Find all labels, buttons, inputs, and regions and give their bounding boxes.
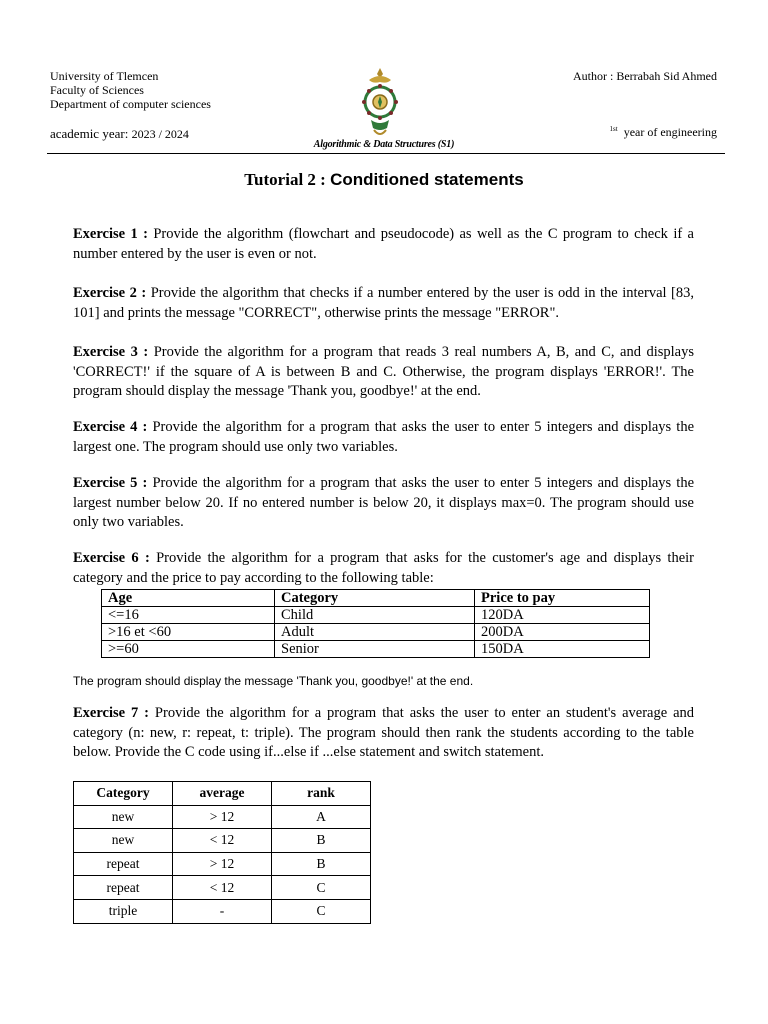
department-name: Department of computer sciences — [50, 97, 211, 111]
table-cell: A — [272, 805, 371, 829]
table-cell: B — [272, 852, 371, 876]
column-header: Price to pay — [475, 590, 650, 607]
column-header: rank — [272, 782, 371, 806]
table-cell: Senior — [275, 641, 475, 658]
title-main: Conditioned statements — [330, 170, 524, 189]
age-price-table — [101, 589, 650, 658]
exercise-label: Exercise 3 : — [73, 344, 149, 360]
exercise-2 — [73, 284, 694, 323]
exercise-text: Provide the algorithm that checks if a number entered by the user is odd in the interval [83, 101] and prints the message "CORRECT", otherwise prints the message "ERROR". — [73, 285, 695, 321]
table-cell: new — [74, 805, 173, 829]
exercise-4 — [73, 418, 694, 457]
table-cell: Child — [275, 607, 475, 624]
exercise-label: Exercise 6 : — [73, 550, 150, 566]
table-cell: C — [272, 899, 371, 923]
table-row — [74, 852, 371, 876]
column-header: Category — [74, 782, 173, 806]
course-name: Algorithmic & Data Structures (S1) — [313, 139, 455, 150]
table-cell: >16 et <60 — [102, 624, 275, 641]
author: Author : Berrabah Sid Ahmed — [573, 69, 717, 83]
table-cell: - — [173, 899, 272, 923]
page-title — [0, 170, 768, 190]
table-cell: > 12 — [173, 852, 272, 876]
university-emblem-icon — [357, 66, 403, 140]
table-cell: 150DA — [475, 641, 650, 658]
table-cell: < 12 — [173, 829, 272, 853]
table-cell: triple — [74, 899, 173, 923]
exercise-text: Provide the algorithm for a program that asks the user to enter 5 integers and displays the largest one. The program should use only two variables. — [73, 419, 695, 455]
exercise-1 — [73, 225, 694, 264]
table-cell: 200DA — [475, 624, 650, 641]
column-header: average — [173, 782, 272, 806]
table-cell: 120DA — [475, 607, 650, 624]
header-divider — [47, 153, 725, 154]
table-cell: <=16 — [102, 607, 275, 624]
exercise-label: Exercise 2 : — [73, 285, 147, 301]
table-row — [74, 899, 371, 923]
academic-year-label: academic year: — [50, 126, 132, 141]
column-header: Age — [102, 590, 275, 607]
exercise-label: Exercise 4 : — [73, 419, 148, 435]
exercise-text: Provide the algorithm for a program that asks for the customer's age and displays their category and the price to pay according to the following table: — [73, 550, 694, 586]
table-cell: > 12 — [173, 805, 272, 829]
table-header-row — [74, 782, 371, 806]
exercise-text: Provide the algorithm (flowchart and pseudocode) as well as the C program to check if a number entered by the user is even or not. — [73, 226, 694, 262]
exercise-text: Provide the algorithm for a program that asks the user to enter an student's average and category (n: new, r: repeat, t: triple). The program should then rank the students according to the table below. Provide the C code using if...else if ...else statement and switch statement. — [73, 705, 695, 760]
year-text: year of engineering — [623, 125, 717, 139]
table-row — [74, 805, 371, 829]
table-cell: B — [272, 829, 371, 853]
table-row — [102, 607, 650, 624]
exercise-5 — [73, 474, 694, 533]
table-cell: repeat — [74, 876, 173, 900]
table-row — [74, 829, 371, 853]
closing-note: The program should display the message 'Thank you, goodbye!' at the end. — [73, 674, 474, 688]
table-cell: Adult — [275, 624, 475, 641]
table-cell: repeat — [74, 852, 173, 876]
year-ordinal: 1st — [609, 125, 618, 133]
table-row — [74, 876, 371, 900]
faculty-name: Faculty of Sciences — [50, 83, 144, 97]
table-row — [102, 641, 650, 658]
exercise-label: Exercise 5 : — [73, 475, 148, 491]
exercise-label: Exercise 7 : — [73, 705, 149, 721]
table-row — [102, 624, 650, 641]
column-header: Category — [275, 590, 475, 607]
exercise-label: Exercise 1 : — [73, 226, 148, 242]
table-cell: < 12 — [173, 876, 272, 900]
exercise-3 — [73, 343, 694, 402]
exercise-text: Provide the algorithm for a program that asks the user to enter 5 integers and displays the largest number below 20. If no entered number is below 20, it displays max=0. The program should use only two variables. — [73, 475, 695, 530]
academic-year-value: 2023 / 2024 — [131, 127, 189, 141]
exercise-text: Provide the algorithm for a program that reads 3 real numbers A, B, and C, and displays 'CORRECT!' if the square of A is between B and C. Otherwise, the program displays 'ERROR!'. The program should display the message 'Thank you, goodbye!' at the end. — [73, 344, 694, 399]
university-name: University of Tlemcen — [50, 69, 159, 83]
table-cell: new — [74, 829, 173, 853]
table-header-row — [102, 590, 650, 607]
table-cell: >=60 — [102, 641, 275, 658]
institution-block — [50, 69, 211, 111]
title-prefix: Tutorial 2 : — [244, 170, 331, 189]
table-cell: C — [272, 876, 371, 900]
exercise-6 — [73, 549, 694, 588]
year-of-study — [610, 125, 717, 140]
exercise-7 — [73, 704, 694, 763]
rank-table — [73, 781, 371, 924]
